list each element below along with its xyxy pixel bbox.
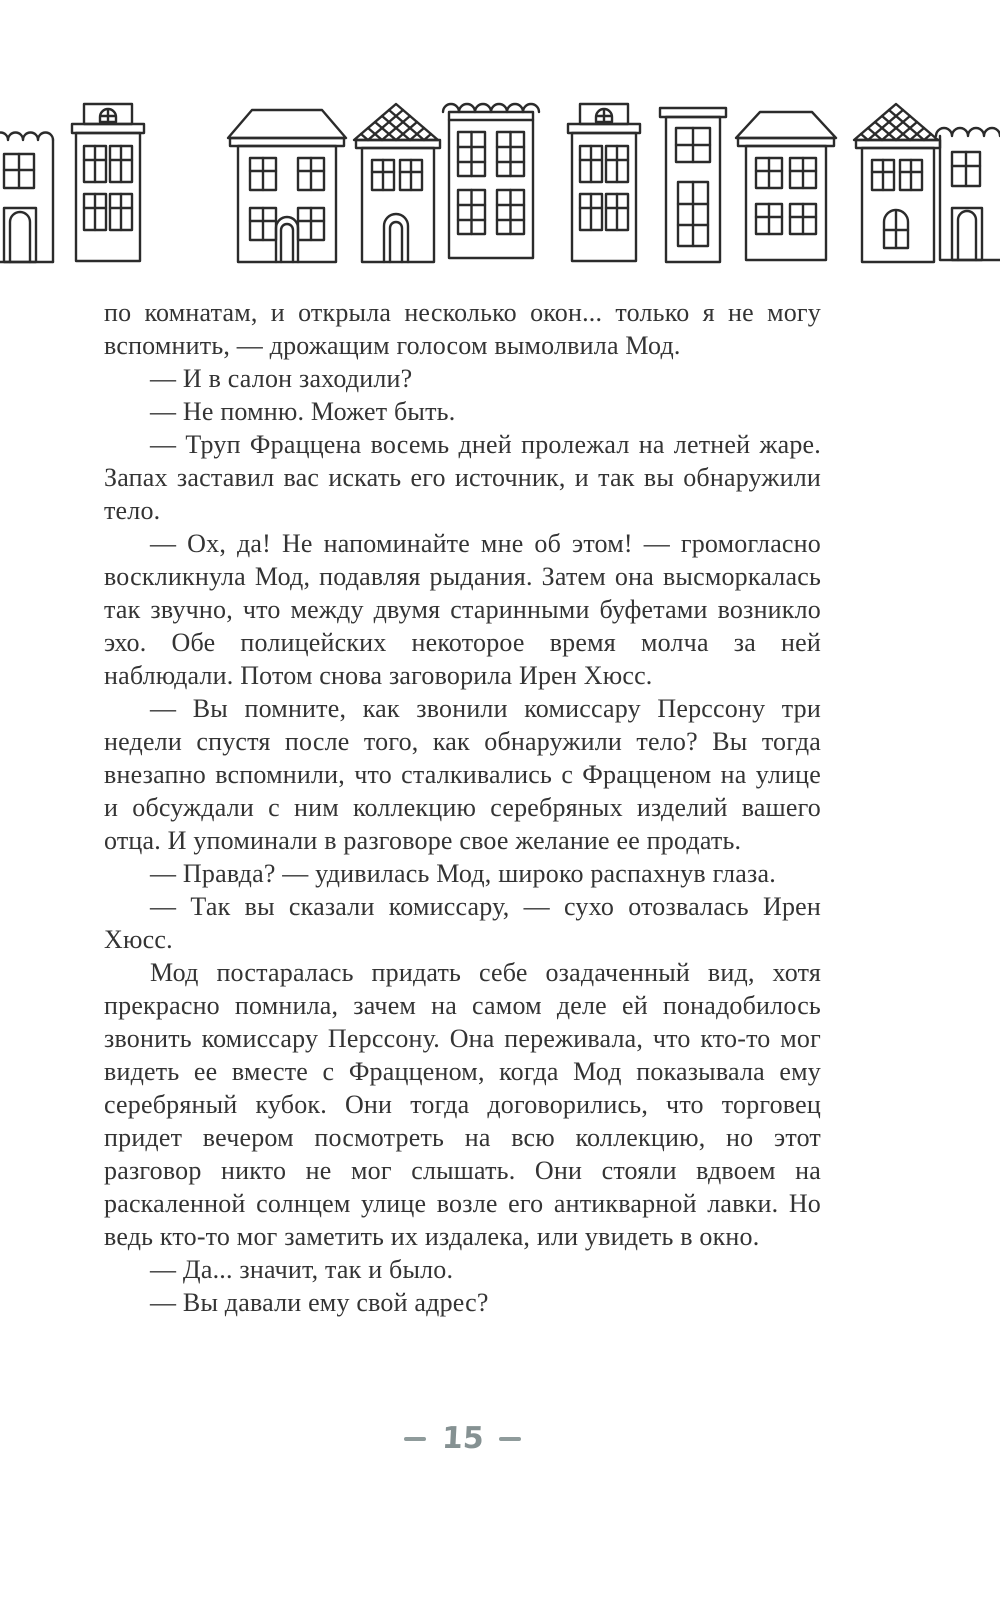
- house-icon: [228, 110, 346, 262]
- house-icon: [736, 112, 836, 260]
- page-text: [104, 296, 821, 1319]
- houses-illustration-svg: [0, 96, 1000, 271]
- paragraph: — Не помню. Может быть.: [150, 397, 456, 426]
- paragraph: по комнатам, и открыла несколько окон... только я не могу вспомнить, — дрожащим голосом вымолвила Мод.: [104, 298, 821, 360]
- paragraph: — Вы давали ему свой адрес?: [150, 1288, 489, 1317]
- house-icon: [568, 104, 640, 261]
- house-icon: [936, 128, 1000, 260]
- paragraph: — И в салон заходили?: [150, 364, 413, 393]
- paragraph: — Да... значит, так и было.: [150, 1255, 454, 1284]
- house-icon: [854, 104, 940, 262]
- paragraph: — Правда? — удивилась Мод, широко распахнув глаза.: [150, 859, 776, 888]
- paragraph: Мод постаралась придать себе озадаченный вид, хотя прекрасно помнила, зачем на самом деле ей понадобилось звонить комиссару Перссону. Она переживала, что кто-то мог видеть ее вместе с Фрацценом, когда Мод показывала ему серебряный кубок. Они тогда договорились, что торговец придет вечером посмотреть на всю коллекцию, но этот разговор никто не мог слышать. Они стояли вдвоем на раскаленной солнцем улице возле его антикварной лавки. Но ведь кто-то мог заметить их издалека, или увидеть в окно.: [104, 958, 821, 1251]
- footer-dash-right: [499, 1437, 521, 1441]
- paragraph: — Так вы сказали комиссару, — сухо отозвалась Ирен Хюсс.: [104, 892, 821, 954]
- house-icon: [0, 133, 53, 263]
- page-number: 15: [440, 1421, 485, 1456]
- house-icon: [443, 104, 539, 258]
- house-icon: [72, 104, 144, 261]
- paragraph: — Ох, да! Не напоминайте мне об этом! — громогласно воскликнула Мод, подавляя рыдания. Затем она высморкалась так звучно, что между двумя старинными буфетами возникло эхо. Обе полицейских некоторое время молча за ней наблюдали. Потом снова заговорила Ирен Хюсс.: [104, 529, 821, 690]
- footer-dash-left: [404, 1437, 426, 1441]
- houses-border-illustration: [0, 96, 1000, 271]
- paragraph: — Вы помните, как звонили комиссару Перссону три недели спустя после того, как обнаружили тело? Вы тогда внезапно вспомнили, что сталкивались с Фрацценом на улице и обсуждали с ним коллекцию серебряных изделий вашего отца. И упоминали в разговоре свое желание ее продать.: [104, 694, 821, 855]
- house-icon: [354, 104, 440, 262]
- page-footer: [104, 1421, 821, 1456]
- paragraph: — Труп Фраццена восемь дней пролежал на летней жаре. Запах заставил вас искать его источник, и так вы обнаружили тело.: [104, 430, 821, 525]
- house-icon: [660, 108, 726, 262]
